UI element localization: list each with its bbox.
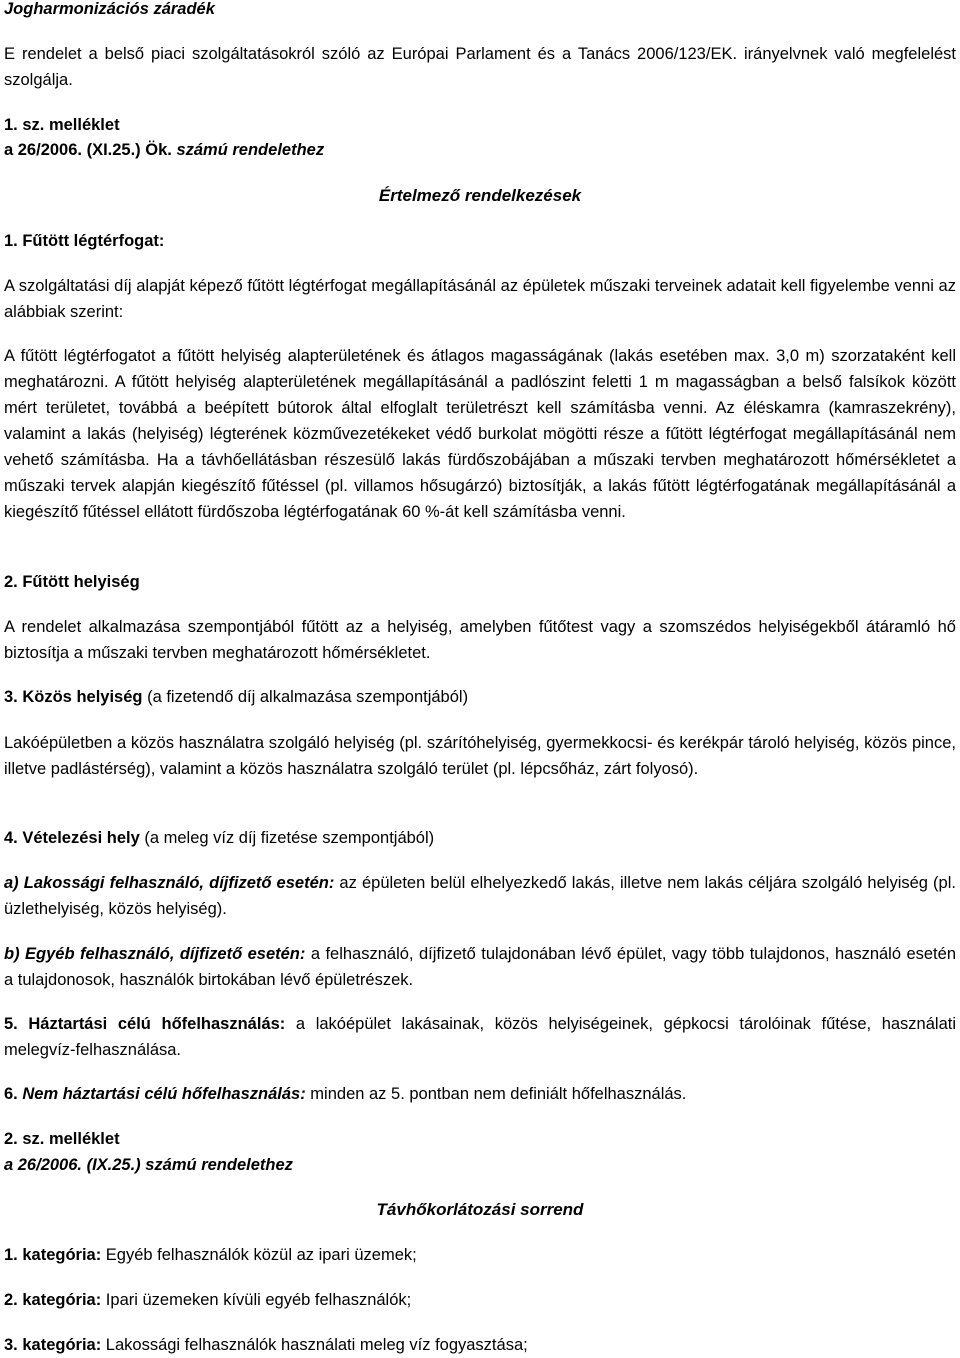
intro-paragraph: E rendelet a belső piaci szolgáltatásokról szóló az Európai Parlament és a Tanács 2006/123/EK. irányelvnek való megfelelést szolgálja. — [4, 45, 956, 89]
s4-item-a-label: a) Lakossági felhasználó, díjfizető esetén: — [4, 874, 335, 892]
s4-item-a — [4, 870, 956, 922]
category-text: Ipari üzemeken kívüli egyéb felhasználók; — [101, 1291, 412, 1309]
annex1-number: 1. sz. melléklet — [4, 116, 120, 134]
category-text: Lakossági felhasználók használati meleg víz fogyasztása; — [101, 1336, 528, 1354]
annex1-ref-prefix: a 26/2006. (XI.25.) Ök. — [4, 141, 172, 159]
s2-title: 2. Fűtött helyiség — [4, 573, 140, 591]
s1-paragraph-1: A szolgáltatási díj alapját képező fűtött légtérfogat megállapításánál az épületek műszaki terveinek adatait kell figyelembe venni az alábbiak szerint: — [4, 277, 956, 321]
category-item-2 — [4, 1287, 411, 1313]
s3-paragraph: Lakóépületben a közös használatra szolgáló helyiség (pl. szárítóhelyiség, gyermekkocsi- és kerékpár tároló helyiség, közös pince, illetve padlástérség), valamint a közös használatra szolgáló terület (pl. lépcsőház, zárt folyosó). — [4, 734, 956, 778]
s4-qualifier: (a meleg víz díj fizetése szempontjából) — [139, 829, 435, 847]
heading: Jogharmonizációs záradék — [4, 0, 215, 18]
s4-number: 4. — [4, 829, 18, 847]
category-item-1 — [4, 1242, 417, 1268]
category-label: 2. kategória: — [4, 1291, 102, 1309]
s4-item-b-label: b) Egyéb felhasználó, díjfizető esetén: — [4, 945, 306, 963]
s4-heading — [4, 825, 434, 851]
s3-title: Közös helyiség — [22, 688, 143, 706]
category-text: Egyéb felhasználók közül az ipari üzemek; — [101, 1246, 417, 1264]
s1-title: 1. Fűtött légtérfogat: — [4, 232, 165, 250]
annex1-title: Értelmező rendelkezések — [378, 186, 582, 205]
s6-number: 6. — [4, 1085, 23, 1103]
s5-label: 5. Háztartási célú hőfelhasználás: — [4, 1015, 286, 1033]
s4-item-a-text: az épületen belül elhelyezkedő lakás, illetve nem lakás céljára szolgáló helyiség (pl. üzlethelyiség, közös helyiség). — [4, 874, 956, 918]
s2-paragraph: A rendelet alkalmazása szempontjából fűtött az a helyiség, amelyben fűtőtest vagy a szomszédos helyiségekből átáramló hő biztosítja a műszaki tervben meghatározott hőmérsékletet. — [4, 618, 956, 662]
category-item-3 — [4, 1332, 528, 1358]
s4-title: Vételezési hely — [22, 829, 140, 847]
s4-item-b — [4, 941, 956, 993]
annex2-number: 2. sz. melléklet — [4, 1130, 120, 1148]
s4-item-b-text: a felhasználó, díjfizető tulajdonában lévő épület, vagy több tulajdonos, használó esetén a tulajdonosok, használók birtokában lévő épületrészek. — [4, 945, 956, 989]
category-label: 3. kategória: — [4, 1336, 102, 1354]
s1-paragraph-2: A fűtött légtérfogatot a fűtött helyiség alapterületének és átlagos magasságának (lakás esetében max. 3,0 m) szorzataként kell meghatározni. A fűtött helyiség alapterületének megállapításánál a padlószint feletti 1 m magasságban a belső falsíkok között mért területet, továbbá a beépített bútorok által elfoglalt területrészt kell számításba venni. Az éléskamra (kamraszekrény), valamint a lakás (helyiség) légterének közművezetékeket védő burkolat mögötti része a fűtött légtérfogat megállapításánál nem vehető számításba. Ha a távhőellátásban részesülő lakás fürdőszobájában a műszaki tervben meghatározott hőmérsékletet a műszaki tervek alapján kiegészítő fűtéssel (pl. villamos hősugárzó) biztosítják, a lakás fűtött légtérfogatának megállapításánál a kiegészítő fűtéssel ellátott fürdőszoba légtérfogatának 60 %-át kell számításba venni. — [4, 347, 956, 521]
s3-number: 3. — [4, 688, 18, 706]
s3-qualifier: (a fizetendő díj alkalmazása szempontjából) — [142, 688, 469, 706]
s5-paragraph — [4, 1011, 956, 1063]
s5-text: a lakóépület lakásainak, közös helyiségeinek, gépkocsi tárolóinak fűtése, használati melegvíz-felhasználása. — [4, 1015, 956, 1059]
s6-paragraph — [4, 1081, 686, 1107]
annex2-title: Távhőkorlátozási sorrend — [376, 1200, 584, 1219]
annex2-reference: a 26/2006. (IX.25.) számú rendelethez — [4, 1156, 293, 1174]
s6-label: Nem háztartási célú hőfelhasználás: — [22, 1085, 306, 1103]
s3-heading — [4, 684, 468, 710]
annex1-ref-suffix: számú rendelethez — [171, 141, 325, 159]
annex1-reference — [4, 137, 324, 163]
s6-text: minden az 5. pontban nem definiált hőfelhasználás. — [305, 1085, 687, 1103]
category-label: 1. kategória: — [4, 1246, 102, 1264]
